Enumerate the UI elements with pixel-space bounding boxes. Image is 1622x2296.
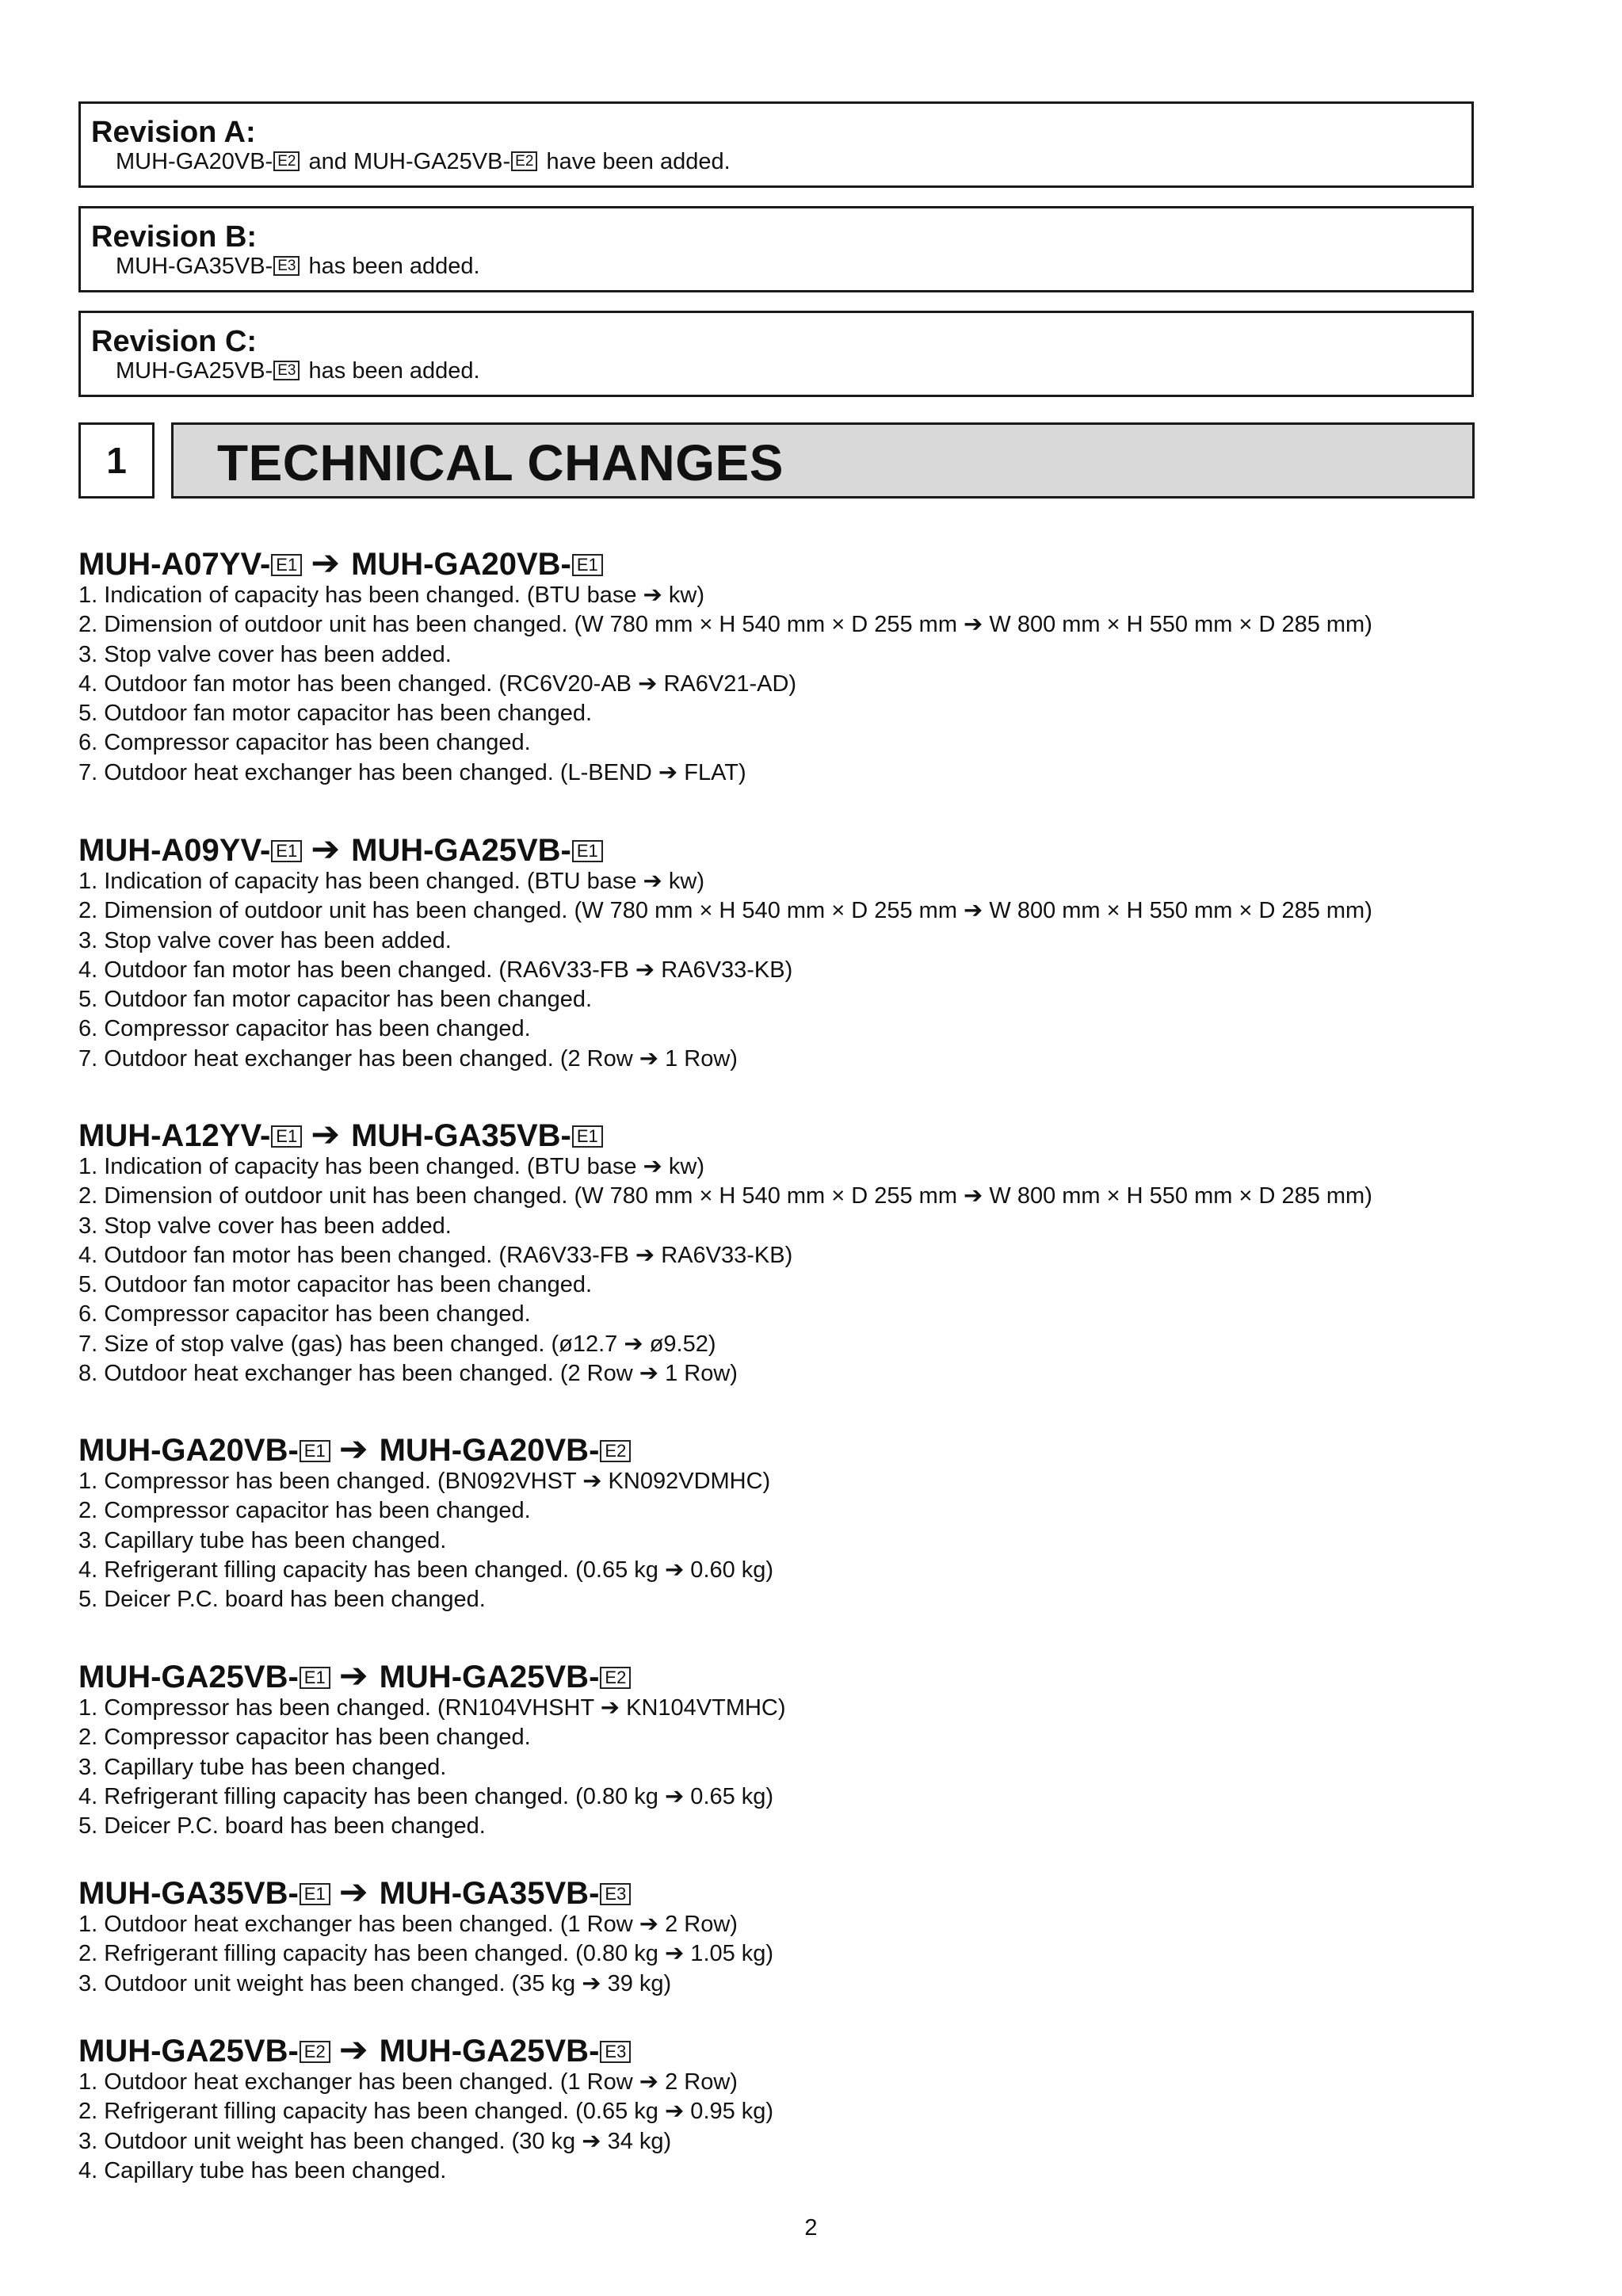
model-suffix-badge: E1 <box>271 840 302 862</box>
model-suffix-badge: E3 <box>600 1883 631 1905</box>
model-suffix-badge: E3 <box>273 361 300 380</box>
change-group-heading <box>78 832 1552 867</box>
change-item: 5. Deicer P.C. board has been changed. <box>78 1587 486 1613</box>
change-item: 1. Outdoor heat exchanger has been changed. (1 Row ➔ 2 Row) <box>78 2069 738 2095</box>
change-group-heading <box>78 1875 1552 1910</box>
model-suffix-badge: E2 <box>511 151 537 171</box>
change-item: 7. Outdoor heat exchanger has been changed. (2 Row ➔ 1 Row) <box>78 1045 738 1072</box>
revision-text-part: MUH-GA35VB- <box>116 254 273 279</box>
from-model: MUH-GA25VB- <box>78 2034 299 2069</box>
change-item: 1. Indication of capacity has been changed. (BTU base ➔ kw) <box>78 583 705 608</box>
model-suffix-badge: E3 <box>600 2041 631 2063</box>
revision-text <box>116 360 480 383</box>
change-item: 3. Outdoor unit weight has been changed. (30 kg ➔ 34 kg) <box>78 2128 672 2154</box>
change-item: 3. Capillary tube has been changed. <box>78 1754 447 1780</box>
model-suffix-badge: E2 <box>600 1440 631 1462</box>
revision-box <box>78 206 1474 292</box>
from-model: MUH-A07YV- <box>78 547 271 582</box>
change-group-heading <box>78 2030 1552 2069</box>
revision-text <box>116 151 731 174</box>
model-suffix-badge: E1 <box>300 1440 330 1462</box>
change-group <box>78 546 1552 788</box>
revision-text-part: MUH-GA20VB- <box>116 149 273 174</box>
to-model: MUH-GA20VB- <box>379 1433 600 1468</box>
change-item: 3. Stop valve cover has been added. <box>78 641 452 667</box>
change-group <box>78 1432 1552 1614</box>
section-title: TECHNICAL CHANGES <box>217 434 784 491</box>
change-item: 3. Capillary tube has been changed. <box>78 1527 447 1553</box>
change-item: 1. Indication of capacity has been changed. (BTU base ➔ kw) <box>78 1154 705 1179</box>
to-model: MUH-GA25VB- <box>379 1660 600 1694</box>
change-item: 3. Stop valve cover has been added. <box>78 1213 452 1239</box>
section-number: 1 <box>78 422 155 499</box>
change-item: 5. Deicer P.C. board has been changed. <box>78 1813 486 1839</box>
change-group <box>78 832 1552 1074</box>
section-title-box <box>171 422 1475 499</box>
change-item: 6. Compressor capacitor has been changed. <box>78 1301 531 1328</box>
arrow-icon: ➔ <box>338 1656 368 1695</box>
revision-title: Revision C: <box>91 325 258 358</box>
model-suffix-badge: E1 <box>271 1125 302 1148</box>
revision-text-part: MUH-GA25VB- <box>116 358 273 384</box>
change-item: 7. Outdoor heat exchanger has been changed. (L-BEND ➔ FLAT) <box>78 759 746 785</box>
change-item: 1. Outdoor heat exchanger has been changed. (1 Row ➔ 2 Row) <box>78 1912 738 1937</box>
change-item: 2. Refrigerant filling capacity has been changed. (0.65 kg ➔ 0.95 kg) <box>78 2099 774 2125</box>
arrow-icon: ➔ <box>338 1873 368 1912</box>
change-item: 7. Size of stop valve (gas) has been changed. (ø12.7 ➔ ø9.52) <box>78 1331 716 1357</box>
change-item: 4. Refrigerant filling capacity has been changed. (0.80 kg ➔ 0.65 kg) <box>78 1783 774 1809</box>
change-group <box>78 1117 1552 1389</box>
change-list <box>78 1467 1552 1614</box>
revision-text <box>116 255 480 278</box>
change-item: 3. Stop valve cover has been added. <box>78 927 452 953</box>
revision-text-part: and MUH-GA25VB- <box>302 149 511 174</box>
model-suffix-badge: E1 <box>572 1125 603 1148</box>
model-suffix-badge: E3 <box>273 256 300 276</box>
arrow-icon: ➔ <box>311 830 341 869</box>
change-list <box>78 1152 1552 1389</box>
change-item: 4. Capillary tube has been changed. <box>78 2157 447 2183</box>
change-list <box>78 867 1552 1074</box>
change-item: 8. Outdoor heat exchanger has been changed. (2 Row ➔ 1 Row) <box>78 1361 738 1387</box>
model-suffix-badge: E2 <box>300 2041 330 2063</box>
page-number: 2 <box>804 2215 818 2241</box>
change-group-heading <box>78 1432 1552 1467</box>
change-list <box>78 581 1552 788</box>
change-item: 5. Outdoor fan motor capacitor has been changed. <box>78 987 593 1013</box>
change-group-heading <box>78 1117 1552 1152</box>
change-list <box>78 1694 1552 1841</box>
to-model: MUH-GA35VB- <box>379 1876 600 1911</box>
model-suffix-badge: E1 <box>300 1883 330 1905</box>
change-list <box>78 1910 1552 1999</box>
change-item: 4. Outdoor fan motor has been changed. (RC6V20-AB ➔ RA6V21-AD) <box>78 670 797 697</box>
to-model: MUH-GA25VB- <box>351 833 571 868</box>
from-model: MUH-GA25VB- <box>78 1660 299 1694</box>
change-item: 3. Outdoor unit weight has been changed. (35 kg ➔ 39 kg) <box>78 1970 672 1996</box>
change-item: 4. Outdoor fan motor has been changed. (RA6V33-FB ➔ RA6V33-KB) <box>78 957 793 983</box>
revision-text-part: have been added. <box>540 149 731 174</box>
change-item: 1. Compressor has been changed. (RN104VHSHT ➔ KN104VTMHC) <box>78 1695 786 1721</box>
change-item: 2. Refrigerant filling capacity has been changed. (0.80 kg ➔ 1.05 kg) <box>78 1941 774 1967</box>
change-item: 2. Dimension of outdoor unit has been changed. (W 780 mm × H 540 mm × D 255 mm ➔ W 800 mm × H 550 mm × D 285 mm) <box>78 898 1372 924</box>
model-suffix-badge: E2 <box>600 1667 631 1689</box>
change-item: 6. Compressor capacitor has been changed. <box>78 730 531 756</box>
from-model: MUH-GA35VB- <box>78 1876 299 1911</box>
to-model: MUH-GA35VB- <box>351 1118 571 1153</box>
model-suffix-badge: E1 <box>271 554 302 576</box>
change-item: 5. Outdoor fan motor capacitor has been changed. <box>78 701 593 727</box>
change-list <box>78 2068 1552 2186</box>
change-item: 5. Outdoor fan motor capacitor has been changed. <box>78 1272 593 1298</box>
change-item: 1. Indication of capacity has been changed. (BTU base ➔ kw) <box>78 869 705 894</box>
from-model: MUH-A09YV- <box>78 833 271 868</box>
change-item: 1. Compressor has been changed. (BN092VHST ➔ KN092VDMHC) <box>78 1469 771 1494</box>
from-model: MUH-A12YV- <box>78 1118 271 1153</box>
arrow-icon: ➔ <box>311 1115 341 1154</box>
arrow-icon: ➔ <box>338 1430 368 1469</box>
change-group-heading <box>78 546 1552 581</box>
revision-title: Revision B: <box>91 220 258 254</box>
change-item: 2. Dimension of outdoor unit has been changed. (W 780 mm × H 540 mm × D 255 mm ➔ W 800 mm × H 550 mm × D 285 mm) <box>78 612 1372 638</box>
change-item: 2. Compressor capacitor has been changed. <box>78 1725 531 1751</box>
model-suffix-badge: E1 <box>572 554 603 576</box>
change-group-heading <box>78 1656 1552 1695</box>
change-item: 2. Dimension of outdoor unit has been changed. (W 780 mm × H 540 mm × D 255 mm ➔ W 800 mm × H 550 mm × D 285 mm) <box>78 1183 1372 1209</box>
change-item: 6. Compressor capacitor has been changed. <box>78 1016 531 1042</box>
model-suffix-badge: E2 <box>273 151 300 171</box>
revision-title: Revision A: <box>91 116 256 149</box>
revision-box <box>78 311 1474 397</box>
revision-text-part: has been added. <box>302 254 480 279</box>
from-model: MUH-GA20VB- <box>78 1433 299 1468</box>
change-group <box>78 1656 1552 1841</box>
change-item: 2. Compressor capacitor has been changed. <box>78 1498 531 1524</box>
revision-text-part: has been added. <box>302 358 480 384</box>
model-suffix-badge: E1 <box>572 840 603 862</box>
change-group <box>78 2030 1552 2186</box>
change-item: 4. Outdoor fan motor has been changed. (RA6V33-FB ➔ RA6V33-KB) <box>78 1242 793 1268</box>
change-item: 4. Refrigerant filling capacity has been changed. (0.65 kg ➔ 0.60 kg) <box>78 1557 774 1583</box>
model-suffix-badge: E1 <box>300 1667 330 1689</box>
arrow-icon: ➔ <box>338 2030 368 2069</box>
to-model: MUH-GA20VB- <box>351 547 571 582</box>
arrow-icon: ➔ <box>311 544 341 583</box>
change-group <box>78 1875 1552 1999</box>
revision-box <box>78 101 1474 188</box>
to-model: MUH-GA25VB- <box>379 2034 600 2069</box>
